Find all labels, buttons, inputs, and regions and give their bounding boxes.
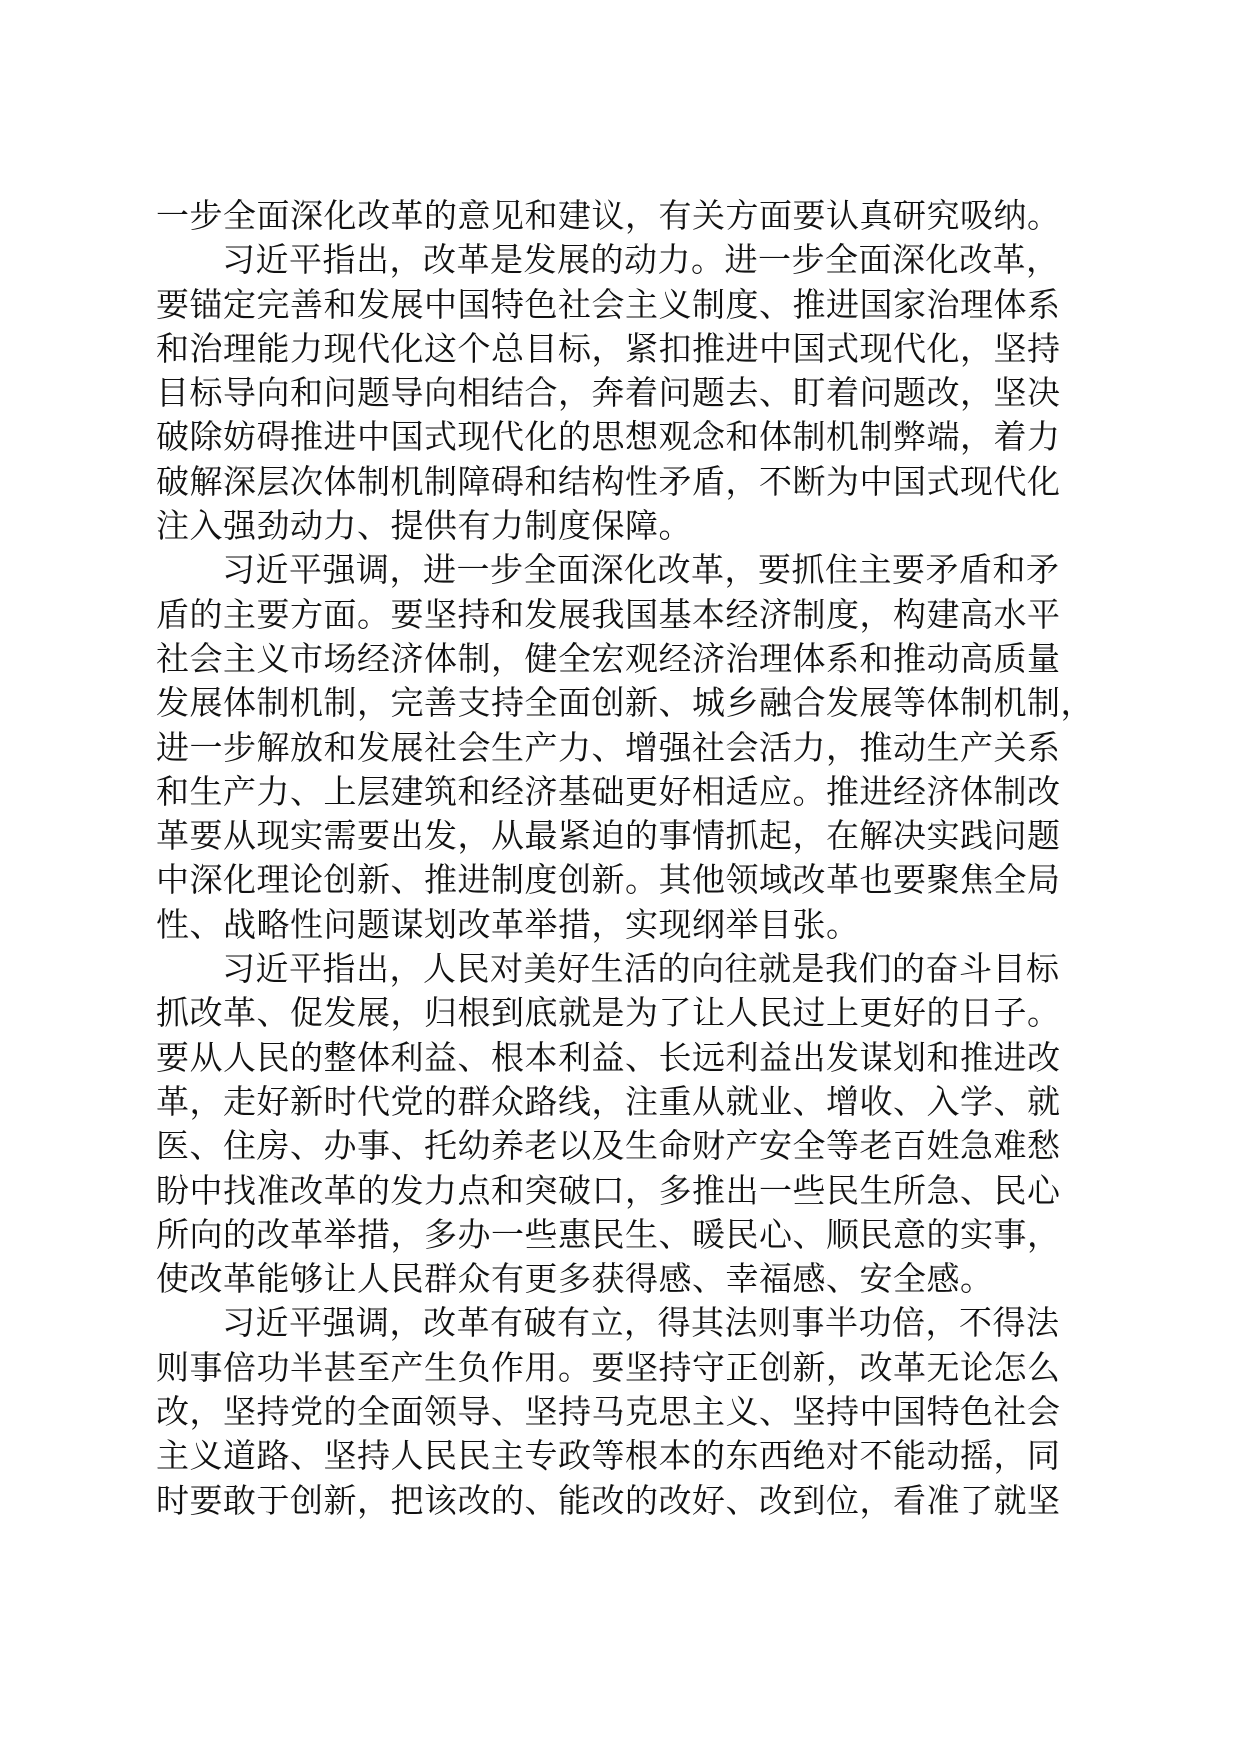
text-line: 抓改革、促发展，归根到底就是为了让人民过上更好的日子。 <box>156 993 1061 1033</box>
text-line: 中深化理论创新、推进制度创新。其他领域改革也要聚焦全局 <box>156 860 1061 900</box>
text-line: 时要敢于创新，把该改的、能改的改好、改到位，看准了就坚 <box>156 1480 1061 1520</box>
text-line: 和生产力、上层建筑和经济基础更好相适应。推进经济体制改 <box>156 771 1061 811</box>
text-line: 要锚定完善和发展中国特色社会主义制度、推进国家治理体系 <box>156 284 1061 324</box>
paragraph-start-line: 习近平强调，改革有破有立，得其法则事半功倍，不得法 <box>222 1303 1060 1343</box>
text-line: 主义道路、坚持人民民主专政等根本的东西绝对不能动摇，同 <box>156 1436 1061 1476</box>
text-line: 改，坚持党的全面领导、坚持马克思主义、坚持中国特色社会 <box>156 1392 1061 1432</box>
text-line: 所向的改革举措，多办一些惠民生、暖民心、顺民意的实事， <box>156 1214 1061 1254</box>
text-line: 使改革能够让人民群众有更多获得感、幸福感、安全感。 <box>156 1259 994 1299</box>
paragraph-start-line: 习近平指出，人民对美好生活的向往就是我们的奋斗目标 <box>222 949 1060 989</box>
text-line: 社会主义市场经济体制，健全宏观经济治理体系和推动高质量 <box>156 638 1061 678</box>
text-line: 医、住房、办事、托幼养老以及生命财产安全等老百姓急难愁 <box>156 1126 1061 1166</box>
text-line: 性、战略性问题谋划改革举措，实现纲举目张。 <box>156 904 860 944</box>
paragraph-start-line: 习近平强调，进一步全面深化改革，要抓住主要矛盾和矛 <box>222 550 1060 590</box>
paragraph-start-line: 习近平指出，改革是发展的动力。进一步全面深化改革， <box>222 240 1060 280</box>
text-line: 革，走好新时代党的群众路线，注重从就业、增收、入学、就 <box>156 1081 1061 1121</box>
body-text <box>156 194 1094 1523</box>
text-line: 一步全面深化改革的意见和建议，有关方面要认真研究吸纳。 <box>156 196 1061 235</box>
text-line: 破除妨碍推进中国式现代化的思想观念和体制机制弊端，着力 <box>156 417 1061 457</box>
text-line: 目标导向和问题导向相结合，奔着问题去、盯着问题改，坚决 <box>156 373 1061 413</box>
text-line: 盾的主要方面。要坚持和发展我国基本经济制度，构建高水平 <box>156 594 1061 634</box>
text-line: 进一步解放和发展社会生产力、增强社会活力，推动生产关系 <box>156 727 1061 767</box>
text-line: 革要从现实需要出发，从最紧迫的事情抓起，在解决实践问题 <box>156 816 1061 856</box>
text-line: 发展体制机制，完善支持全面创新、城乡融合发展等体制机制， <box>156 683 1094 723</box>
text-line: 破解深层次体制机制障碍和结构性矛盾，不断为中国式现代化 <box>156 461 1061 501</box>
text-line: 则事倍功半甚至产生负作用。要坚持守正创新，改革无论怎么 <box>156 1347 1061 1387</box>
text-line: 注入强劲动力、提供有力制度保障。 <box>156 506 692 546</box>
text-line: 要从人民的整体利益、根本利益、长远利益出发谋划和推进改 <box>156 1037 1061 1077</box>
text-line: 和治理能力现代化这个总目标，紧扣推进中国式现代化，坚持 <box>156 328 1061 368</box>
text-line: 盼中找准改革的发力点和突破口，多推出一些民生所急、民心 <box>156 1170 1061 1210</box>
